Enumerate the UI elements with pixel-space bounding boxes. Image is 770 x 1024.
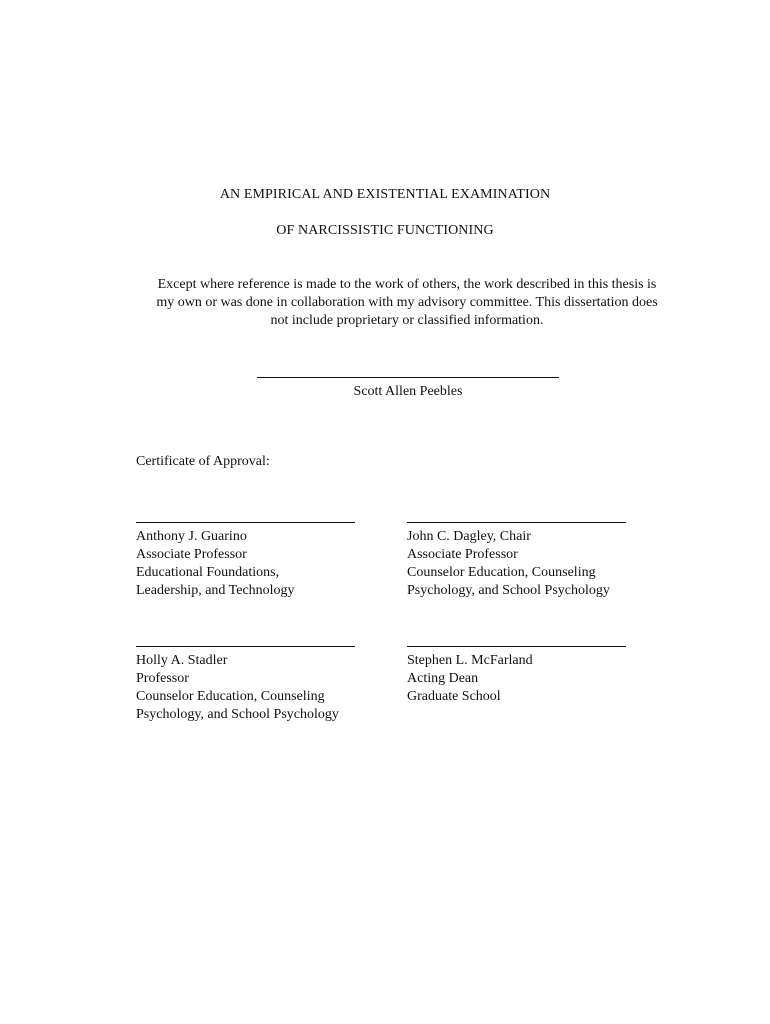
signatory-title: Professor: [136, 671, 189, 686]
signatory-department-cont: Psychology, and School Psychology: [136, 707, 339, 722]
signatory-title: Associate Professor: [407, 547, 518, 562]
author-name: Scott Allen Peebles: [353, 384, 463, 399]
certificate-of-approval-label: Certificate of Approval:: [136, 454, 270, 469]
signature-block: [407, 522, 647, 600]
statement-line-2: my own or was done in collaboration with my advisory committee. This dissertation does: [156, 295, 658, 310]
title-line-2: OF NARCISSISTIC FUNCTIONING: [276, 223, 494, 238]
title-line-1: AN EMPIRICAL AND EXISTENTIAL EXAMINATION: [219, 187, 551, 202]
signature-line: [407, 522, 626, 523]
author-signature-line: [257, 377, 559, 378]
signatory-department: Counselor Education, Counseling: [407, 565, 596, 580]
statement-line-3: not include proprietary or classified information.: [270, 313, 544, 328]
signatory-title: Acting Dean: [407, 671, 479, 686]
signature-block: [136, 646, 376, 724]
signatory-department: Graduate School: [407, 689, 501, 704]
signatory-department: Counselor Education, Counseling: [136, 689, 325, 704]
signatory-title: Associate Professor: [136, 547, 247, 562]
signatory-name: Anthony J. Guarino: [136, 529, 247, 544]
signatory-name: John C. Dagley, Chair: [407, 529, 531, 544]
originality-statement: [130, 276, 684, 330]
signatory-department-cont: Leadership, and Technology: [136, 583, 295, 598]
signatory-department: Educational Foundations,: [136, 565, 280, 580]
signatory-name: Holly A. Stadler: [136, 653, 228, 668]
signature-line: [136, 646, 355, 647]
signature-line: [407, 646, 626, 647]
signatory-name: Stephen L. McFarland: [407, 653, 533, 668]
statement-line-1: Except where reference is made to the work of others, the work described in this thesis is: [157, 277, 657, 292]
signature-block: [136, 522, 376, 600]
signatory-department-cont: Psychology, and School Psychology: [407, 583, 610, 598]
signature-line: [136, 522, 355, 523]
signature-block: [407, 646, 647, 706]
